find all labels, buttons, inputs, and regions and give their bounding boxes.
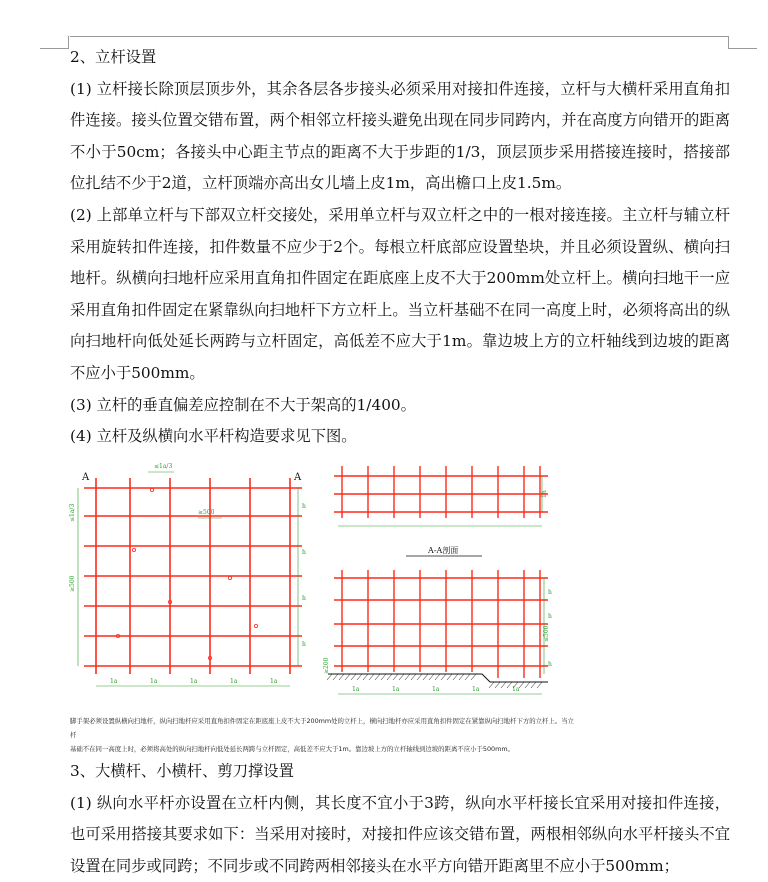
document-body-continued (70, 756, 730, 882)
right-dimension-label: h (302, 641, 306, 648)
right-dimension-label: h (302, 549, 306, 556)
section-right-dimension-label: h (548, 589, 552, 596)
section-left-dimension: ≥200 (323, 657, 330, 674)
section-top-dimension: 1h (541, 490, 548, 498)
bottom-dimension-label: 1a (190, 678, 198, 685)
section-bottom-dimension-label: 1a (512, 686, 520, 693)
joint-marker (132, 548, 135, 551)
ground-hatch (429, 674, 434, 680)
ground-hatch (489, 682, 494, 688)
paragraph: (4) 立杆及纵横向水平杆构造要求见下图。 (70, 427, 357, 446)
ground-hatch (405, 674, 410, 680)
bottom-dimension-label: 1a (150, 678, 158, 685)
page-header-rule (70, 36, 728, 37)
ground-hatch (435, 674, 440, 680)
page-corner-left (40, 36, 69, 49)
ground-hatch (459, 674, 464, 680)
paragraph: (1) 立杆接长除顶层顶步外，其余各层各步接头必须采用对接扣件连接，立杆与大横杆采用直角扣件连接。接头位置交错布置，两个相邻立杆接头避免出现在同步同跨内，并在高度方向错开的距离不小于50cm；各接头中心距主节点的距离不大于步距的1/3，顶层顶步采用搭接连接时，搭接部位扎结不少于2道，立杆顶端亦高出女儿墙上皮1m，高出檐口上皮1.5m。 (70, 79, 730, 193)
ground-hatch (519, 682, 524, 688)
elevation-top-view (334, 466, 548, 526)
joint-marker (254, 624, 257, 627)
ground-hatch (357, 674, 362, 680)
section-bottom-dimension-label: 1a (472, 686, 480, 693)
section-bottom-dimension-label: 1a (432, 686, 440, 693)
joint-marker (150, 488, 153, 491)
left-mid-dimension-label: ≥500 (69, 575, 76, 592)
section-paragraphs (70, 788, 730, 882)
ground-hatch (393, 674, 398, 680)
ground-hatch (531, 682, 536, 688)
plan-view (78, 472, 306, 686)
section-right-dimension-label: h (548, 613, 552, 620)
caption-line: 脚手架必须设置纵横向扫地杆，纵向扫地杆应采用直角扣件固定在距底座上皮不大于200mm处的立杆上，横向扫地杆亦应采用直角扣件固定在紧靠纵向扫地杆下方的立杆上。当立杆 (70, 717, 574, 739)
paragraph: (3) 立杆的垂直偏差应控制在不大于架高的1/400。 (70, 395, 416, 414)
top-dimension-label: ≤1a/3 (154, 463, 173, 470)
ground-hatch (453, 674, 458, 680)
section-bottom-dimension-label: 1a (392, 686, 400, 693)
ground-hatch (333, 674, 338, 680)
ground-hatch (525, 682, 530, 688)
ground-hatch (423, 674, 428, 680)
ground-hatch (381, 674, 386, 680)
figure-caption (70, 714, 578, 756)
left-top-dimension-label: ≤1a/3 (69, 503, 76, 522)
ground-hatch (471, 674, 476, 680)
page-corner-right (728, 36, 757, 49)
ground-hatch (447, 674, 452, 680)
ground-hatch (339, 674, 344, 680)
ground-hatch (351, 674, 356, 680)
right-dimension-label: h (302, 595, 306, 602)
section-view (327, 556, 552, 694)
scaffold-figure (69, 460, 590, 753)
ground-hatch (375, 674, 380, 680)
section-heading: 3、大横杆、小横杆、剪刀撑设置 (70, 762, 294, 780)
ground-hatch (441, 674, 446, 680)
inner-dimension-label: ≥500 (198, 509, 215, 516)
ground-hatch (537, 682, 542, 688)
section-mark-right: A (294, 472, 302, 483)
section-right-dimension-label: ≤500 (543, 625, 550, 642)
bottom-dimension-label: 1a (270, 678, 278, 685)
scaffold-drawing (70, 460, 590, 710)
section-bottom-dimension-label: 1a (352, 686, 360, 693)
joint-marker (228, 576, 231, 579)
ground-hatch (495, 682, 500, 688)
right-dimension-label: h (302, 503, 306, 510)
bottom-dimension-label: 1a (230, 678, 238, 685)
ground-hatch (363, 674, 368, 680)
document-body (70, 42, 730, 453)
bottom-dimension-label: 1a (110, 678, 118, 685)
section-mark-left: A (82, 472, 90, 483)
ground-hatch (417, 674, 422, 680)
section-right-dimension-label: h (548, 661, 552, 668)
section-title: A-A剖面 (428, 546, 459, 555)
section-heading: 2、立杆设置 (70, 48, 157, 66)
section-paragraphs (70, 74, 730, 453)
paragraph: (1) 纵向水平杆亦设置在立杆内侧，其长度不宜小于3跨，纵向水平杆接长宜采用对接扣件连接，也可采用搭接其要求如下：当采用对接时，对接扣件应该交错布置，两根相邻纵向水平杆接头不宜设置在同步或同跨；不同步或不同跨两相邻接头在水平方向错开距离里不应小于500mm； (70, 793, 730, 875)
ground-hatch (465, 674, 470, 680)
ground-hatch (411, 674, 416, 680)
ground-hatch (345, 674, 350, 680)
ground-hatch (369, 674, 374, 680)
ground-hatch (387, 674, 392, 680)
caption-line: 基础不在同一高度上时，必须将高处的纵向扫地杆向低处延长两跨与立杆固定，高低差不应大于1m。靠边坡上方的立杆轴线到边坡的距离不应小于500mm。 (70, 745, 514, 753)
paragraph: (2) 上部单立杆与下部双立杆交接处，采用单立杆与双立杆之中的一根对接连接。主立杆与辅立杆采用旋转扣件连接，扣件数量不应少于2个。每根立杆底部应设置垫块，并且必须设置纵、横向扫地杆。纵横向扫地杆应采用直角扣件固定在距底座上皮不大于200mm处立杆上。横向扫地干一应采用直角扣件固定在紧靠纵向扫地杆下方立杆上。当立杆基础不在同一高度上时，必须将高出的纵向扫地杆向低处延长两跨与立杆固定，高低差不应大于1m。靠边坡上方的立杆轴线到边坡的距离不应小于500mm。 (70, 205, 730, 382)
ground-hatch (399, 674, 404, 680)
ground-hatch (501, 682, 506, 688)
